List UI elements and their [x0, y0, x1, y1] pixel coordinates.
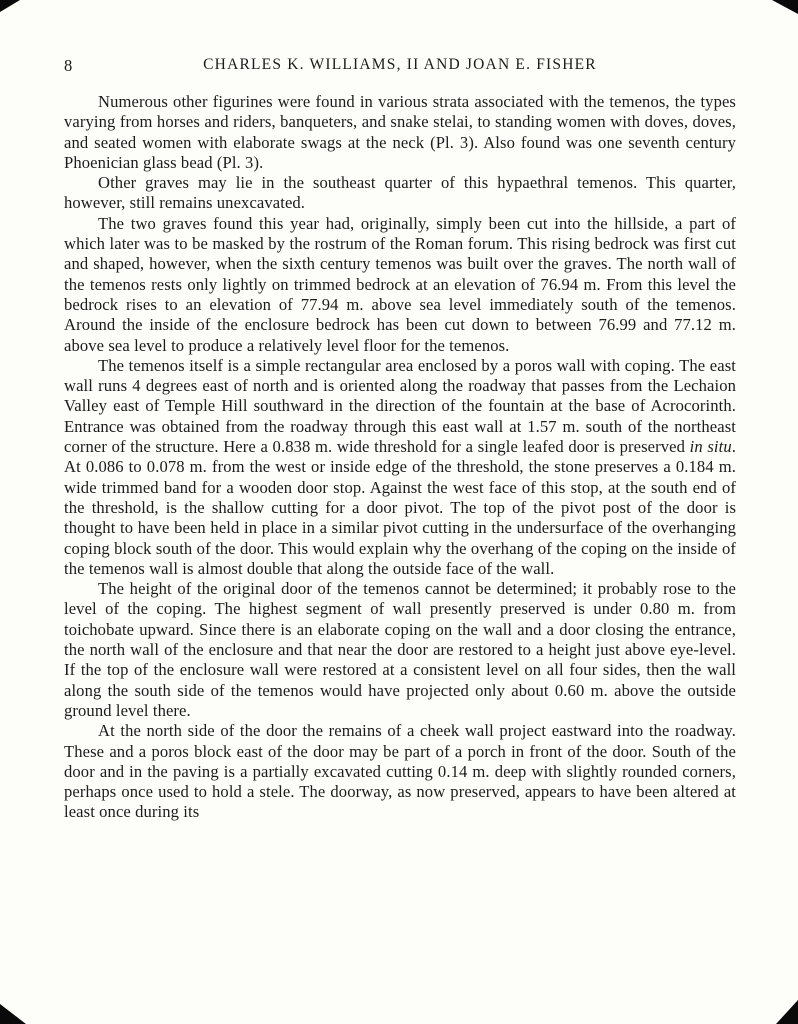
paragraph-text: Other graves may lie in the southeast quarter of this hypaethral temenos. This quarter, however, still remains unexcavated. [64, 173, 736, 213]
paragraph-text: The temenos itself is a simple rectangular area enclosed by a poros wall with coping. The east wall runs 4 degrees east of north and is oriented along the roadway that passes from the Lechaion Valley east of Temple Hill southward in the direction of the fountain at the base of Acrocorinth. Entrance was obtained from the roadway through this east wall at 1.57 m. south of the northeast corner of the structure. Here a 0.838 m. wide threshold for a single leafed door is preserved [64, 355, 736, 457]
page-header [64, 56, 736, 78]
scan-artifact-bottom-right [776, 1000, 798, 1024]
paragraph [64, 92, 736, 173]
paragraph [64, 214, 736, 356]
paragraph-text-italic: in situ [689, 437, 732, 457]
paragraph-text: At the north side of the door the remains of a cheek wall project eastward into the roadway. These and a poros block east of the door may be part of a porch in front of the door. South of the door and in the paving is a partially excavated cutting 0.14 m. deep with slightly rounded corners, perhaps once used to hold a stele. The doorway, as now preserved, appears to have been altered at least once during its [64, 721, 736, 822]
scan-artifact-top-right [772, 0, 798, 14]
scan-artifact-top-left [0, 0, 20, 12]
running-head: CHARLES K. WILLIAMS, II AND JOAN E. FISHER [203, 56, 597, 73]
paragraph-text: The two graves found this year had, originally, simply been cut into the hillside, a part of which later was to be masked by the rostrum of the Roman forum. This rising bedrock was first cut and shaped, however, when the sixth century temenos was built over the graves. The north wall of the temenos rests only lightly on trimmed bedrock at an elevation of 76.94 m. From this level the bedrock rises to an elevation of 77.94 m. above sea level immediately south of the temenos. Around the inside of the enclosure bedrock has been cut down to between 76.99 and 77.12 m. above sea level to produce a relatively level floor for the temenos. [64, 213, 736, 355]
scan-artifact-bottom-left [0, 1004, 26, 1024]
page-number: 8 [64, 56, 73, 75]
paragraph [64, 579, 736, 721]
paragraph-text: The height of the original door of the temenos cannot be determined; it probably rose to the level of the coping. The highest segment of wall presently preserved is under 0.80 m. from toichobate upward. Since there is an elaborate coping on the wall and a door closing the entrance, the north wall of the enclosure and that near the door are restored to a height just above eye-level. If the top of the enclosure wall were restored at a consistent level on all four sides, then the wall along the south side of the temenos would have projected only about 0.60 m. above the outside ground level there. [64, 579, 736, 720]
page-body [64, 92, 736, 823]
paragraph [64, 173, 736, 214]
paragraph-text: . At 0.086 to 0.078 m. from the west or inside edge of the threshold, the stone preserves a 0.184 m. wide trimmed band for a wooden door stop. Against the west face of this stop, at the south end of the threshold, is the shallow cutting for a door pivot. The top of the pivot post of the door is thought to have been held in place in a similar pivot cutting in the undersurface of the overhanging coping block south of the door. This would explain why the overhang of the coping on the inside of the temenos wall is almost double that along the outside face of the wall. [64, 437, 737, 578]
paragraph [64, 721, 736, 822]
paragraph-text: Numerous other figurines were found in various strata associated with the temenos, the types varying from horses and riders, banqueters, and snake stelai, to standing women with doves, doves, and seated women with elaborate swags at the neck (Pl. 3). Also found was one seventh century Phoenician glass bead (Pl. 3). [64, 92, 736, 172]
paragraph [64, 356, 736, 579]
